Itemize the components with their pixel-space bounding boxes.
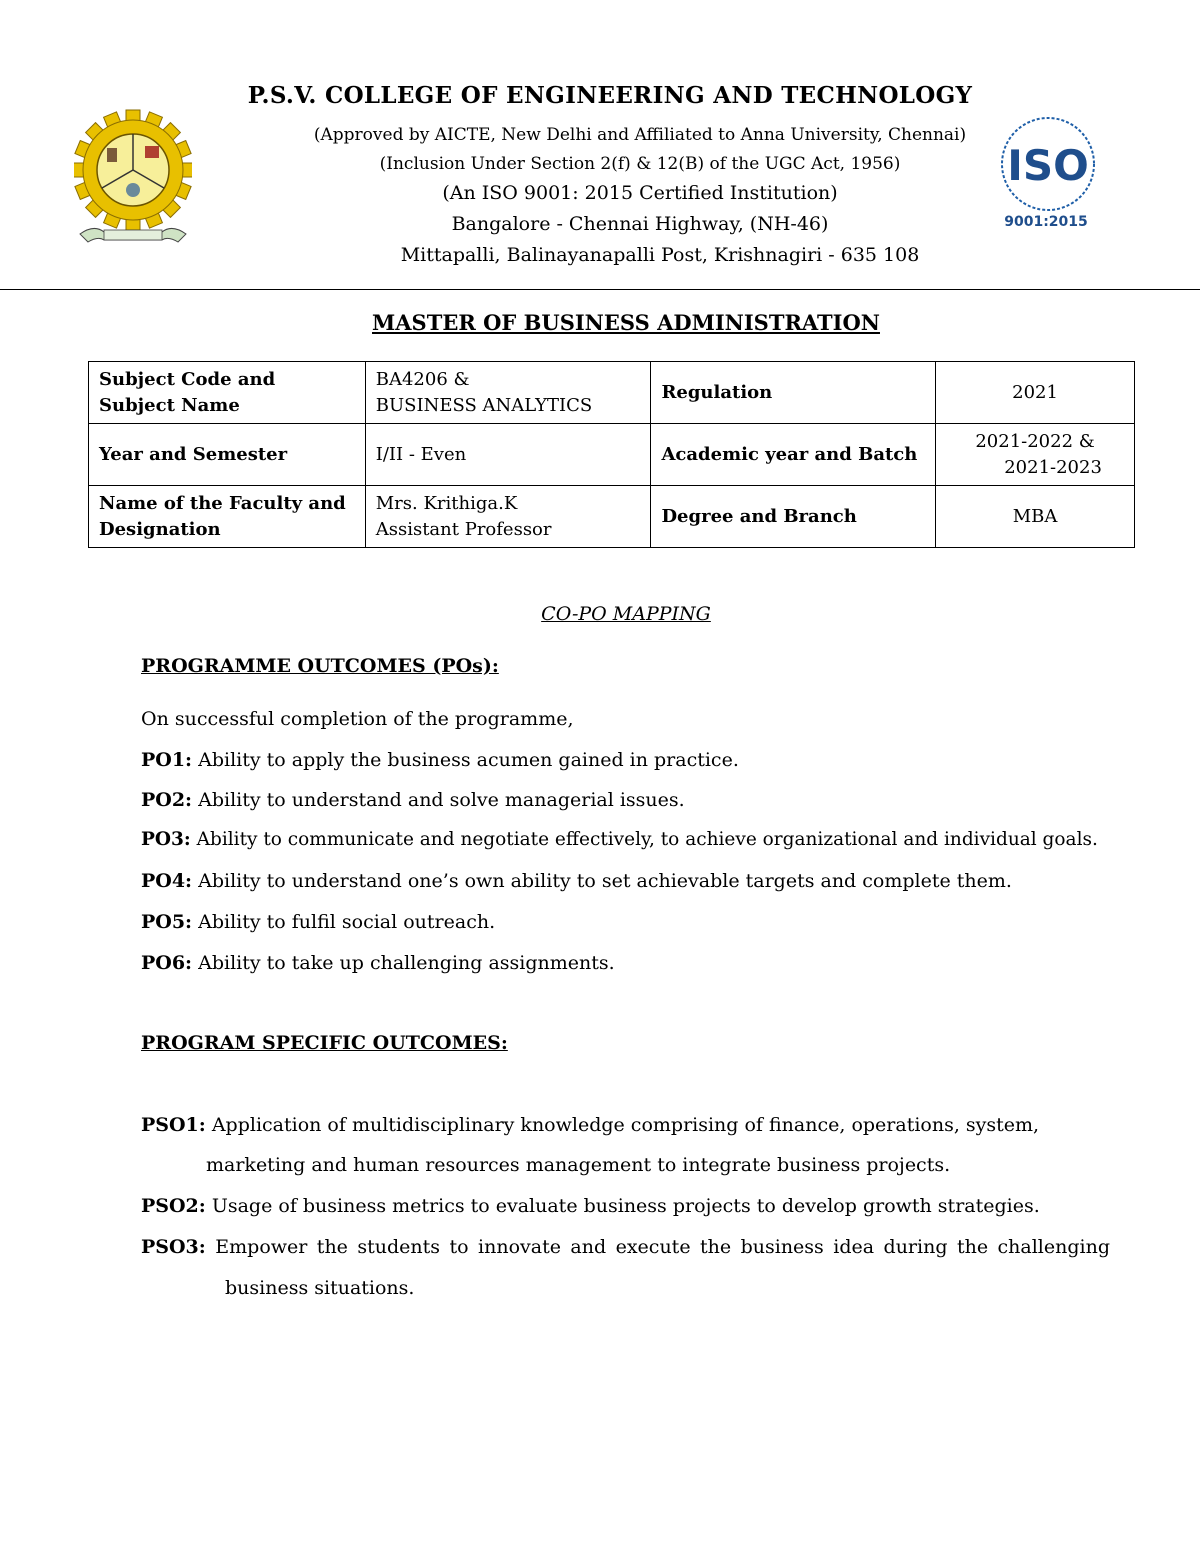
pso1-continuation: marketing and human resources management to integrate business projects. xyxy=(206,1154,951,1176)
subject-code: BA4206 & xyxy=(375,368,470,390)
subject-code-value xyxy=(365,362,651,424)
list-item xyxy=(141,911,495,933)
po-text: Ability to communicate and negotiate effectively, to achieve organizational and individual goals. xyxy=(190,829,1098,850)
po-text: Ability to take up challenging assignments. xyxy=(192,952,615,974)
po-heading: PROGRAMME OUTCOMES (POs): xyxy=(141,655,499,677)
po-text: Ability to understand one’s own ability to set achievable targets and complete them. xyxy=(192,870,1012,892)
degree-branch-value: MBA xyxy=(936,486,1135,548)
subject-name: BUSINESS ANALYTICS xyxy=(375,394,593,416)
address-line-2: (Inclusion Under Section 2(f) & 12(B) of the UGC Act, 1956) xyxy=(379,154,901,174)
faculty-label-line-1: Name of the Faculty and xyxy=(99,492,346,514)
list-item xyxy=(141,789,685,811)
academic-year-value xyxy=(936,424,1135,486)
list-item xyxy=(141,829,1098,850)
pso-code: PSO1: xyxy=(141,1114,206,1136)
po-code: PO1: xyxy=(141,749,193,771)
regulation-label: Regulation xyxy=(651,362,936,424)
faculty-value xyxy=(365,486,651,548)
mapping-title: CO-PO MAPPING xyxy=(541,603,711,625)
year-semester-label: Year and Semester xyxy=(89,424,366,486)
po-text: Ability to understand and solve managerial issues. xyxy=(192,789,685,811)
po-text: Ability to apply the business acumen gained in practice. xyxy=(192,749,739,771)
faculty-label-line-2: Designation xyxy=(99,518,221,540)
academic-year-label: Academic year and Batch xyxy=(651,424,936,486)
pso-text: Empower the students to innovate and execute the business idea during the challenging xyxy=(215,1236,1111,1258)
header-divider xyxy=(0,289,1200,290)
po-text: Ability to fulfil social outreach. xyxy=(192,911,496,933)
po-code: PO3: xyxy=(141,829,191,850)
pso-heading: PROGRAM SPECIFIC OUTCOMES: xyxy=(141,1032,508,1054)
table-row xyxy=(89,362,1135,424)
subject-code-label: Subject Code and Subject Name xyxy=(89,362,366,424)
table-row xyxy=(89,424,1135,486)
program-title: MASTER OF BUSINESS ADMINISTRATION xyxy=(372,310,880,335)
batch: 2021-2023 xyxy=(1004,456,1102,478)
po-intro: On successful completion of the programme, xyxy=(141,708,574,730)
course-info-table xyxy=(88,361,1135,548)
po-code: PO6: xyxy=(141,952,193,974)
college-name: P.S.V. COLLEGE OF ENGINEERING AND TECHNOLOGY xyxy=(247,82,973,109)
pso-code: PSO3: xyxy=(141,1236,206,1258)
address-line-4: Bangalore - Chennai Highway, (NH-46) xyxy=(451,213,829,235)
year-semester-value: I/II - Even xyxy=(365,424,651,486)
table-row xyxy=(89,486,1135,548)
list-item xyxy=(141,1195,1040,1217)
iso-label: ISO xyxy=(1007,141,1089,190)
pso3-continuation: business situations. xyxy=(225,1277,415,1299)
list-item xyxy=(141,870,1012,892)
degree-branch-label: Degree and Branch xyxy=(651,486,936,548)
faculty-name: Mrs. Krithiga.K xyxy=(375,492,518,514)
faculty-designation: Assistant Professor xyxy=(375,518,552,540)
po-code: PO5: xyxy=(141,911,193,933)
po-code: PO2: xyxy=(141,789,193,811)
academic-year: 2021-2022 & xyxy=(975,430,1095,452)
po-code: PO4: xyxy=(141,870,193,892)
pso-text: Usage of business metrics to evaluate business projects to develop growth strategies. xyxy=(205,1195,1040,1217)
address-line-1: (Approved by AICTE, New Delhi and Affiliated to Anna University, Chennai) xyxy=(313,125,967,145)
iso-cert: 9001:2015 xyxy=(1004,214,1088,230)
address-line-3: (An ISO 9001: 2015 Certified Institution) xyxy=(442,182,838,204)
list-item xyxy=(141,1236,1110,1258)
faculty-label xyxy=(89,486,366,548)
pso-code: PSO2: xyxy=(141,1195,206,1217)
pso-text: Application of multidisciplinary knowledge comprising of finance, operations, system, xyxy=(205,1114,1040,1136)
address-line-5: Mittapalli, Balinayanapalli Post, Krishnagiri - 635 108 xyxy=(400,244,920,266)
list-item xyxy=(141,1114,1039,1136)
list-item xyxy=(141,749,739,771)
regulation-value: 2021 xyxy=(936,362,1135,424)
list-item xyxy=(141,952,615,974)
